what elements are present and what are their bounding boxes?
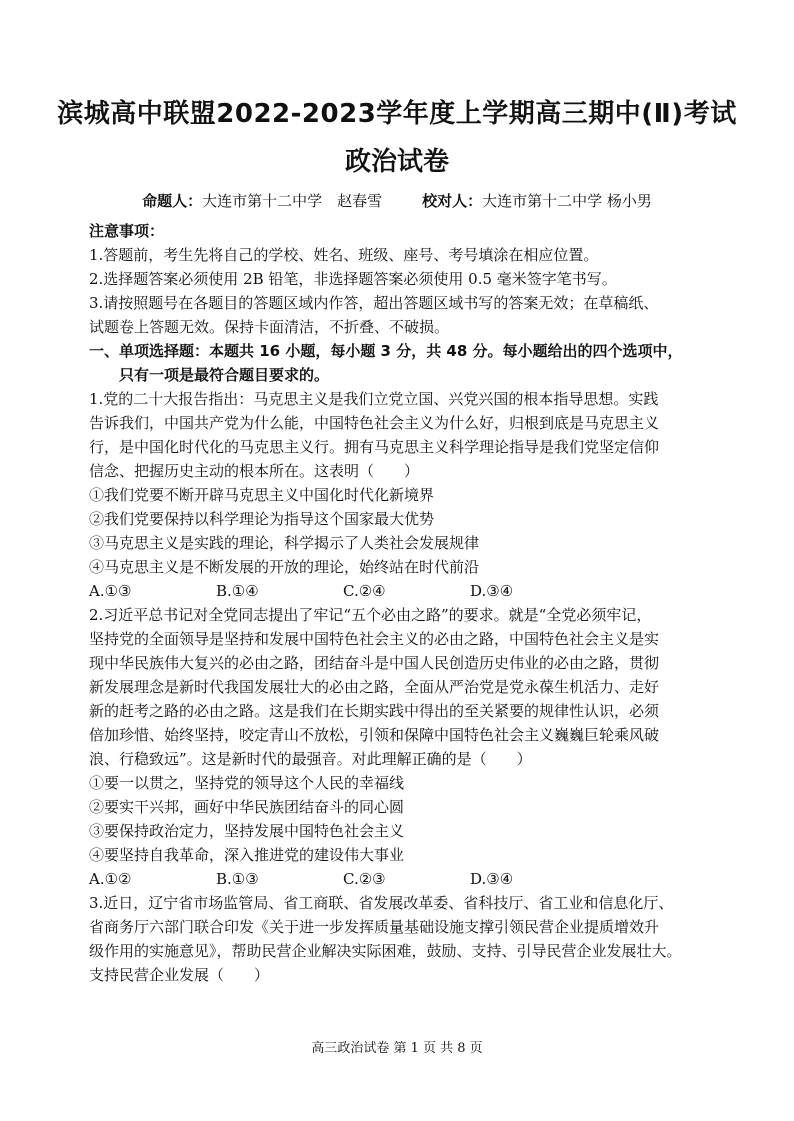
q1-stem-line: 1.党的二十大报告指出：马克思主义是我们立党立国、兴党兴国的根本指导思想。实践	[89, 390, 659, 408]
q1-item: ③马克思主义是实践的理论，科学揭示了人类社会发展规律	[89, 534, 480, 552]
page-footer: 高三政治试卷 第 1 页 共 8 页	[311, 1041, 483, 1056]
q1-item: ②我们党要保持以科学理论为指导这个国家最大优势	[89, 510, 435, 528]
q2-option-c: C.②③	[343, 870, 386, 888]
author-value: 大连市第十二中学 赵春雪	[202, 192, 383, 210]
checker-label: 校对人：	[422, 192, 483, 210]
page-subtitle: 政治试卷	[344, 147, 449, 177]
q1-item: ④马克思主义是不断发展的开放的理论，始终站在时代前沿	[89, 558, 480, 576]
section-heading-cont: 只有一项是最符合题目要求的。	[119, 366, 330, 384]
page-title: 滨城高中联盟2022-2023学年度上学期高三期中(Ⅱ)考试	[57, 99, 737, 129]
q2-option-b: B.①③	[216, 870, 259, 888]
q2-item: ③要保持政治定力，坚持发展中国特色社会主义	[89, 822, 405, 840]
authors-line	[0, 190, 794, 212]
q2-stem-line: 新发展理念是新时代我国发展壮大的必由之路，全面从严治党是党永葆生机活力、走好	[89, 678, 660, 696]
q2-options	[89, 867, 709, 891]
q1-options	[89, 579, 709, 603]
q2-stem-line: 2.习近平总书记对全党同志提出了牢记“五个必由之路”的要求。就是“全党必须牢记，	[89, 606, 652, 624]
q2-stem-line: 现中华民族伟大复兴的必由之路，团结奋斗是中国人民创造历史伟业的必由之路，贯彻	[89, 654, 660, 672]
checker-value: 大连市第十二中学 杨小男	[482, 192, 652, 210]
q1-option-a: A.①③	[89, 582, 132, 600]
q1-item: ①我们党要不断开辟马克思主义中国化时代化新境界	[89, 486, 435, 504]
q2-stem-line: 坚持党的全面领导是坚持和发展中国特色社会主义的必由之路，中国特色社会主义是实	[89, 630, 660, 648]
q3-stem-line: 3.近日，辽宁省市场监管局、省工商联、省发展改革委、省科技厅、省工业和信息化厅、	[89, 894, 674, 912]
notice-heading: 注意事项：	[89, 222, 165, 240]
q2-stem-line: 浪、行稳致远”。这是新时代的最强音。对此理解正确的是（ ）	[89, 750, 532, 768]
q1-option-c: C.②④	[343, 582, 386, 600]
q2-item: ④要坚持自我革命，深入推进党的建设伟大事业	[89, 846, 405, 864]
q2-item: ①要一以贯之，坚持党的领导这个人民的幸福线	[89, 774, 405, 792]
q1-stem-line: 信念、把握历史主动的根本所在。这表明（ ）	[89, 462, 420, 480]
notice-line: 2.选择题答案必须使用 2B 铅笔，非选择题答案必须使用 0.5 毫米签字笔书写。	[89, 270, 617, 288]
q1-stem-line: 行，是中国化时代化的马克思主义行。拥有马克思主义科学理论指导是我们党坚定信仰	[89, 438, 660, 456]
q2-option-a: A.①②	[89, 870, 132, 888]
q3-stem-line: 级作用的实施意见》，帮助民营企业解决实际困难，鼓励、支持、引导民营企业发展壮大。	[89, 942, 682, 960]
q1-option-b: B.①④	[216, 582, 259, 600]
notice-line: 1.答题前，考生先将自己的学校、姓名、班级、座号、考号填涂在相应位置。	[89, 246, 599, 264]
section-heading: 一、单项选择题：本题共 16 小题，每小题 3 分，共 48 分。每小题给出的四个选项中，	[89, 342, 683, 360]
author-label: 命题人：	[142, 192, 203, 210]
exam-body	[89, 219, 709, 987]
q1-option-d: D.③④	[470, 582, 514, 600]
q2-stem-line: 新的赶考之路的必由之路。这是我们在长期实践中得出的至关紧要的规律性认识，必须	[89, 702, 660, 720]
notice-line: 试题卷上答题无效。保持卡面清洁，不折叠、不破损。	[89, 318, 450, 336]
q3-stem-line: 省商务厅六部门联合印发《关于进一步发挥质量基础设施支撑引领民营企业提质增效升	[89, 918, 660, 936]
q2-option-d: D.③④	[470, 870, 514, 888]
q2-stem-line: 倍加珍惜、始终坚持，咬定青山不放松，引领和保障中国特色社会主义巍巍巨轮乘风破	[89, 726, 660, 744]
q2-item: ②要实干兴邦，画好中华民族团结奋斗的同心圆	[89, 798, 405, 816]
notice-line: 3.请按照题号在各题目的答题区域内作答，超出答题区域书写的答案无效；在草稿纸、	[89, 294, 659, 312]
q1-stem-line: 告诉我们，中国共产党为什么能，中国特色社会主义为什么好，归根到底是马克思主义	[89, 414, 660, 432]
q3-stem-line: 支持民营企业发展（ ）	[89, 966, 270, 984]
